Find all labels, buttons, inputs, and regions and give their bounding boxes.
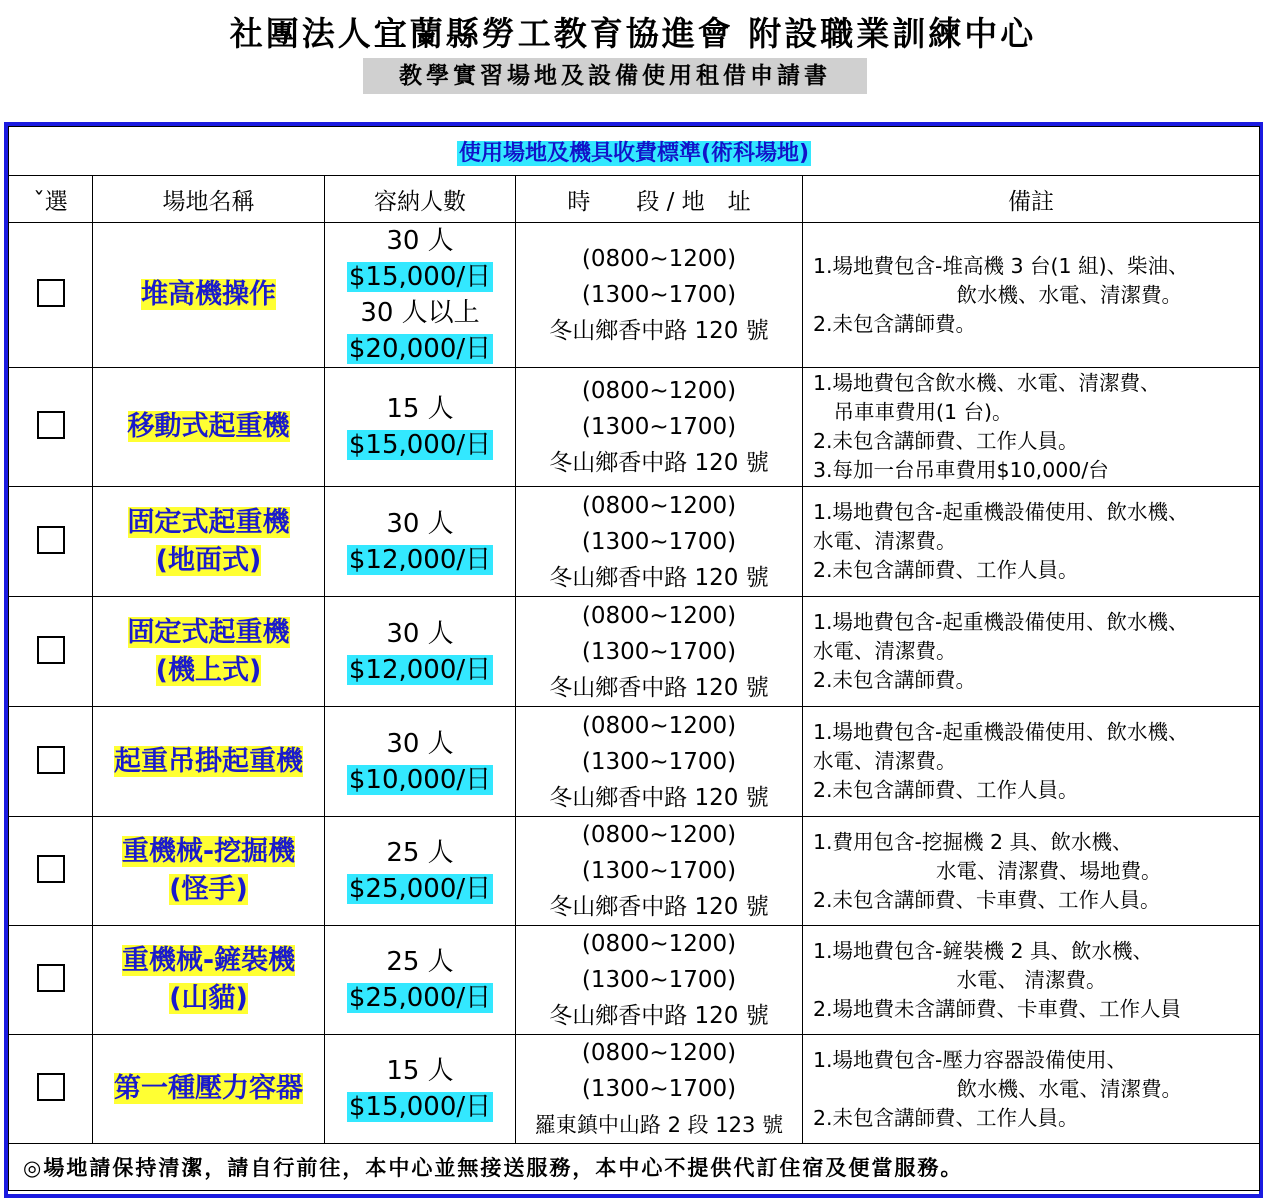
select-cell — [9, 597, 93, 707]
table-row — [9, 926, 1260, 1035]
note-line: 水電、 清潔費。 — [813, 967, 1107, 992]
capacity-cell — [325, 223, 516, 368]
capacity-count: 15 人 — [386, 394, 454, 424]
venue-name-cell — [93, 597, 325, 707]
daily-price: $25,000/日 — [348, 874, 492, 904]
venue-address: 冬山鄉香中路 120 號 — [549, 318, 769, 344]
note-line: 2.未包含講師費、工作人員。 — [813, 429, 1079, 453]
venue-name: 起重吊掛起重機 — [114, 745, 303, 777]
note-line: 2.未包含講師費、工作人員。 — [813, 1105, 1079, 1130]
venue-name-cell — [93, 926, 325, 1035]
note-line: 2.場地費未含講師費、卡車費、工作人員 — [813, 996, 1182, 1021]
notes-cell — [803, 368, 1260, 487]
time-slot: (0800~1200) — [581, 1040, 737, 1066]
capacity-count: 25 人 — [386, 947, 454, 977]
time-slot: (1300~1700) — [581, 414, 737, 440]
notes-cell — [803, 1035, 1260, 1144]
capacity-count: 30 人 — [386, 508, 454, 539]
venue-name-cell — [93, 1035, 325, 1144]
venue-name: 固定式起重機 — [127, 506, 290, 538]
note-line: 2.未包含講師費。 — [813, 311, 977, 336]
select-cell — [9, 1035, 93, 1144]
capacity-cell — [325, 817, 516, 926]
venue-name-cell — [93, 707, 325, 817]
capacity-count: 25 人 — [386, 838, 454, 868]
select-checkbox[interactable] — [37, 1073, 65, 1101]
note-line: 1.場地費包含-堆高機 3 台(1 組)、柴油、 — [813, 253, 1189, 278]
capacity-cell — [325, 368, 516, 487]
venue-name-cell — [93, 487, 325, 597]
venue-name: 重機械-鏟裝機 — [121, 945, 296, 976]
table-caption-cell — [9, 127, 1260, 176]
note-line: 飲水機、水電、清潔費。 — [813, 1076, 1182, 1101]
time-slot: (0800~1200) — [581, 246, 737, 272]
time-address-cell — [516, 223, 803, 368]
notes-cell — [803, 223, 1260, 368]
venue-name: 第一種壓力容器 — [114, 1073, 303, 1104]
table-caption: 使用場地及機具收費標準(術科場地) — [458, 140, 810, 166]
notes-cell — [803, 597, 1260, 707]
venue-address: 冬山鄉香中路 120 號 — [549, 894, 769, 920]
time-slot: (1300~1700) — [581, 1076, 737, 1102]
table-row — [9, 817, 1260, 926]
note-line: 1.費用包含-挖掘機 2 具、飲水機、 — [813, 829, 1133, 854]
venue-name: 重機械-挖掘機 — [121, 836, 296, 867]
venue-name: (機上式) — [155, 654, 262, 686]
notes-cell — [803, 707, 1260, 817]
notes-cell — [803, 926, 1260, 1035]
document-title: 社團法人宜蘭縣勞工教育協進會 附設職業訓練中心 — [229, 14, 1037, 53]
table-row — [9, 223, 1260, 368]
select-checkbox[interactable] — [37, 636, 65, 664]
capacity-cell — [325, 707, 516, 817]
select-cell — [9, 368, 93, 487]
time-address-cell — [516, 817, 803, 926]
capacity-cell — [325, 1035, 516, 1144]
note-line: 1.場地費包含-壓力容器設備使用、 — [813, 1047, 1127, 1072]
venue-address: 冬山鄉香中路 120 號 — [549, 784, 769, 811]
table-row — [9, 707, 1260, 817]
select-cell — [9, 707, 93, 817]
capacity-count: 30 人 — [386, 226, 454, 256]
time-slot: (1300~1700) — [581, 858, 737, 884]
capacity-cell — [325, 487, 516, 597]
venue-name: 固定式起重機 — [127, 616, 290, 648]
capacity-count: 30 人 — [386, 728, 454, 759]
venue-name: 堆高機操作 — [141, 279, 276, 310]
time-slot: (0800~1200) — [581, 712, 737, 739]
note-line: 1.場地費包含-起重機設備使用、飲水機、 — [813, 610, 1189, 634]
select-checkbox[interactable] — [37, 411, 65, 439]
note-line: 水電、清潔費。 — [813, 639, 957, 663]
time-slot: (0800~1200) — [581, 602, 737, 629]
note-line: 飲水機、水電、清潔費。 — [813, 282, 1182, 307]
daily-price: $12,000/日 — [348, 654, 492, 685]
capacity-count: 15 人 — [386, 1056, 454, 1086]
time-slot: (0800~1200) — [581, 378, 737, 404]
daily-price: $15,000/日 — [348, 1092, 492, 1122]
venue-name-cell — [93, 817, 325, 926]
note-line: 水電、清潔費、場地費。 — [813, 858, 1162, 883]
column-header-capacity: 容納人數 — [325, 176, 516, 223]
venue-name: 移動式起重機 — [127, 411, 290, 442]
note-line: 1.場地費包含飲水機、水電、清潔費、 — [813, 371, 1161, 395]
capacity-cell — [325, 597, 516, 707]
table-header-row — [9, 176, 1260, 223]
select-cell — [9, 817, 93, 926]
daily-price: $15,000/日 — [348, 262, 492, 292]
venue-address: 冬山鄉香中路 120 號 — [549, 1003, 769, 1029]
venue-name: (山貓) — [169, 983, 248, 1014]
select-cell — [9, 487, 93, 597]
time-address-cell — [516, 926, 803, 1035]
column-header-venue: 場地名稱 — [93, 176, 325, 223]
select-checkbox[interactable] — [37, 855, 65, 883]
time-slot: (1300~1700) — [581, 748, 737, 775]
time-slot: (1300~1700) — [581, 528, 737, 555]
table-row — [9, 487, 1260, 597]
fee-table-frame — [4, 122, 1263, 1198]
time-address-cell — [516, 487, 803, 597]
venue-name-cell — [93, 223, 325, 368]
note-line: 2.未包含講師費、工作人員。 — [813, 558, 1079, 582]
column-header-notes: 備註 — [803, 176, 1260, 223]
notes-cell — [803, 817, 1260, 926]
daily-price: $25,000/日 — [348, 983, 492, 1013]
select-checkbox[interactable] — [37, 964, 65, 992]
time-address-cell — [516, 597, 803, 707]
document-subtitle: 教學實習場地及設備使用租借申請書 — [363, 58, 867, 94]
capacity-count: 30 人 — [386, 618, 454, 649]
time-address-cell — [516, 1035, 803, 1144]
select-cell — [9, 223, 93, 368]
note-line: 1.場地費包含-鏟裝機 2 具、飲水機、 — [813, 938, 1154, 963]
notes-cell — [803, 487, 1260, 597]
select-checkbox[interactable] — [37, 746, 65, 774]
footer-note: ◎場地請保持清潔，請自行前往，本中心並無接送服務，本中心不提供代訂住宿及便當服務。 — [9, 1144, 1260, 1191]
column-header-select: ˇ選 — [9, 176, 93, 223]
table-row — [9, 368, 1260, 487]
select-cell — [9, 926, 93, 1035]
time-slot: (0800~1200) — [581, 931, 737, 957]
time-slot: (1300~1700) — [581, 282, 737, 308]
venue-address: 冬山鄉香中路 120 號 — [549, 674, 769, 701]
select-checkbox[interactable] — [37, 279, 65, 307]
daily-price: $10,000/日 — [348, 764, 492, 795]
daily-price: $20,000/日 — [348, 334, 492, 364]
note-line: 1.場地費包含-起重機設備使用、飲水機、 — [813, 720, 1189, 744]
daily-price: $12,000/日 — [348, 544, 492, 575]
note-line: 水電、清潔費。 — [813, 529, 957, 553]
venue-name: (怪手) — [169, 874, 248, 905]
table-row — [9, 597, 1260, 707]
column-header-time-address: 時 段 / 地 址 — [516, 176, 803, 223]
select-checkbox[interactable] — [37, 526, 65, 554]
note-line: 水電、清潔費。 — [813, 749, 957, 773]
fee-table — [8, 126, 1260, 1191]
capacity-cell — [325, 926, 516, 1035]
time-slot: (1300~1700) — [581, 638, 737, 665]
time-slot: (0800~1200) — [581, 822, 737, 848]
note-line: 2.未包含講師費、卡車費、工作人員。 — [813, 887, 1161, 912]
time-address-cell — [516, 707, 803, 817]
venue-address: 冬山鄉香中路 120 號 — [549, 564, 769, 591]
note-line: 吊車車費用(1 台)。 — [813, 400, 1013, 424]
table-row — [9, 1035, 1260, 1144]
note-line: 2.未包含講師費。 — [813, 668, 977, 692]
venue-address: 羅東鎮中山路 2 段 123 號 — [534, 1113, 784, 1137]
venue-name: (地面式) — [155, 544, 262, 576]
capacity-count: 30 人以上 — [360, 298, 480, 328]
time-slot: (0800~1200) — [581, 492, 737, 519]
venue-address: 冬山鄉香中路 120 號 — [549, 450, 769, 476]
daily-price: $15,000/日 — [348, 430, 492, 460]
time-slot: (1300~1700) — [581, 967, 737, 993]
note-line: 1.場地費包含-起重機設備使用、飲水機、 — [813, 500, 1189, 524]
note-line: 2.未包含講師費、工作人員。 — [813, 778, 1079, 802]
venue-name-cell — [93, 368, 325, 487]
note-line: 3.每加一台吊車費用$10,000/台 — [813, 458, 1109, 482]
time-address-cell — [516, 368, 803, 487]
